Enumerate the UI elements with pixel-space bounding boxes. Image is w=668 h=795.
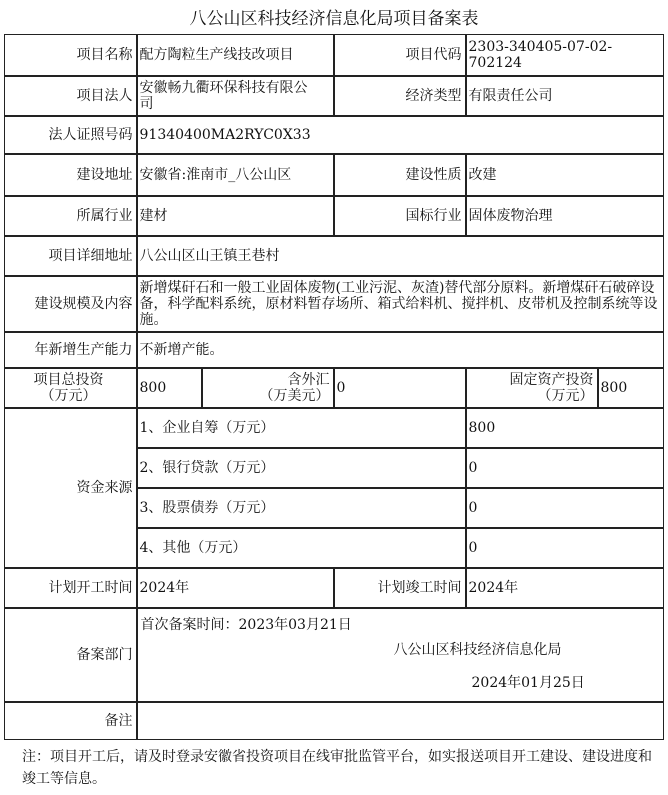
funding-item-label: 2、银行贷款（万元） [137,448,466,488]
industry-value: 建材 [137,196,334,236]
remarks-value [137,702,664,740]
funding-item-value: 800 [466,408,664,448]
site-value: 安徽省:淮南市_八公山区 [137,154,334,196]
planned-start-value: 2024年 [137,568,334,608]
funding-item-label: 4、其他（万元） [137,528,466,568]
total-investment-label: 项目总投资 （万元） [4,368,137,408]
project-code-value: 2303-340405-07-02-702124 [466,34,664,76]
form-title: 八公山区科技经济信息化局项目备案表 [189,9,479,29]
funding-item-value: 0 [466,528,664,568]
footnote: 注：项目开工后，请及时登录安徽省投资项目在线审批监管平台，如实报送项目开工建设、建设进度和竣工等信息。 [22,749,652,787]
capacity-value: 不新增产能。 [137,332,664,368]
total-investment-value: 800 [137,368,202,408]
fixed-assets-value: 800 [598,368,664,408]
funding-item-label: 3、股票债券（万元） [137,488,466,528]
national-industry-value: 固体废物治理 [466,196,664,236]
capacity-label: 年新增生产能力 [4,332,137,368]
first-filing-date: 首次备案时间：2023年03月21日 [140,616,352,633]
foreign-currency-label: 含外汇 （万美元） [202,368,334,408]
filing-department-name: 八公山区科技经济信息化局 [393,641,562,658]
planned-finish-value: 2024年 [466,568,664,608]
filing-table [4,34,664,740]
scale-label: 建设规模及内容 [4,276,137,332]
license-number-value: 91340400MA2RYC0X33 [137,116,664,154]
fixed-assets-label: 固定资产投资 （万元） [466,368,598,408]
remarks-label: 备注 [4,702,137,740]
funding-item-value: 0 [466,488,664,528]
legal-person-value: 安徽畅九衢环保科技有限公 司 [137,76,334,116]
filing-block [137,608,664,702]
national-industry-label: 国标行业 [334,196,466,236]
economic-type-value: 有限责任公司 [466,76,664,116]
legal-person-label: 项目法人 [4,76,137,116]
nature-label: 建设性质 [334,154,466,196]
license-number-label: 法人证照号码 [4,116,137,154]
filing-date: 2024年01月25日 [471,674,585,691]
department-label: 备案部门 [4,608,137,702]
industry-label: 所属行业 [4,196,137,236]
address-label: 项目详细地址 [4,236,137,276]
project-name-value: 配方陶粒生产线技改项目 [137,34,334,76]
nature-value: 改建 [466,154,664,196]
project-code-label: 项目代码 [334,34,466,76]
address-value: 八公山区山王镇王巷村 [137,236,664,276]
planned-start-label: 计划开工时间 [4,568,137,608]
scale-value: 新增煤矸石和一般工业固体废物(工业污泥、灰渣)替代部分原料。新增煤矸石破碎设备，科学配料系统，原材料暂存场所、箱式给料机、搅拌机、皮带机及控制系统等设施。 [137,276,664,332]
project-name-label: 项目名称 [4,34,137,76]
site-label: 建设地址 [4,154,137,196]
foreign-currency-value: 0 [334,368,466,408]
funding-label: 资金来源 [4,408,137,568]
planned-finish-label: 计划竣工时间 [334,568,466,608]
economic-type-label: 经济类型 [334,76,466,116]
funding-item-value: 0 [466,448,664,488]
funding-item-label: 1、企业自筹（万元） [137,408,466,448]
